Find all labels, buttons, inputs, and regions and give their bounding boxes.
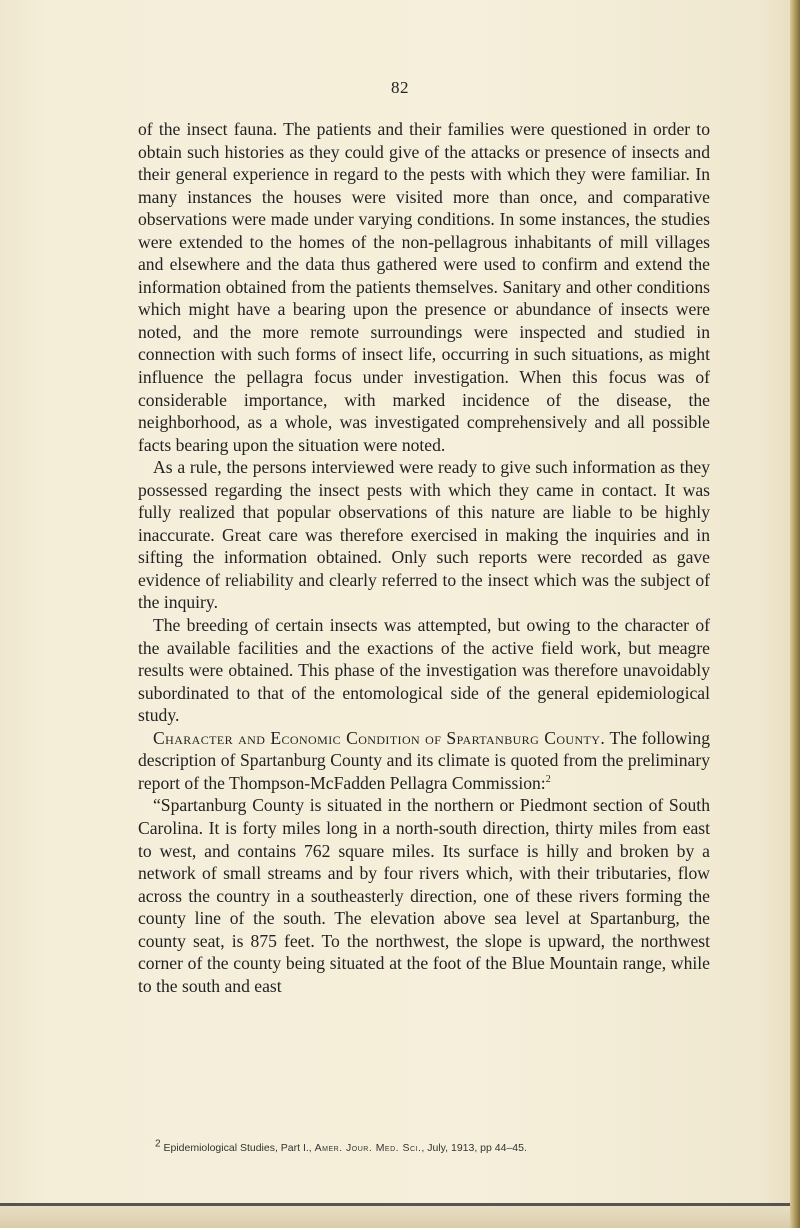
- page-number: 82: [391, 78, 409, 97]
- footnote-reference: 2: [545, 774, 551, 785]
- section-intro-text: The following description of Spartanburg County and its climate is quoted from the preliminary report of the Thompson-McFadden Pellagra Commission:: [138, 727, 710, 793]
- footnote-text-before: Epidemiological Studies, Part I.,: [163, 1142, 315, 1154]
- paragraph-continuation: of the insect fauna. The patients and their families were questioned in order to obtain such histories as they could give of the attacks or presence of insects and their general experience in regard to the pests with which they were familiar. In many instances the houses were visited more than once, and comparative observations were made under varying conditions. In some instances, the studies were extended to the homes of the non-pellagrous inhabitants of mill villages and elsewhere and the data thus gathered were used to confirm and extend the information obtained from the patients themselves. Sanitary and other conditions which might have a bearing upon the presence or abundance of insects were noted, and the more remote surroundings were inspected and studied in connection with such forms of insect life, occurring in such situations, as might influence the pellagra focus under investigation. When this focus was of considerable importance, with marked incidence of the disease, the neighborhood, as a whole, was investigated comprehensively and all possible facts bearing upon the situation were noted.: [138, 119, 710, 455]
- footnote-journal: Amer. Jour. Med. Sci.: [314, 1142, 422, 1154]
- page-edge-shadow: [790, 0, 800, 1228]
- paragraph-county-intro: [138, 727, 710, 795]
- footnote-text-after: , July, 1913, pp 44–45.: [421, 1142, 527, 1154]
- paragraph-informants: As a rule, the persons interviewed were ready to give such information as they possessed regarding the insect pests with which they came in contact. It was fully realized that popular observations of this nature are liable to be highly inaccurate. Great care was therefore exercised in making the inquiries and in sifting the information obtained. Only such reports were recorded as gave evidence of reliability and clearly referred to the insect which was the subject of the inquiry.: [138, 457, 710, 613]
- section-heading: Character and Economic Condition of Spartanburg County.: [153, 727, 606, 748]
- scan-bottom-rule: [0, 1203, 790, 1206]
- footnote: [155, 1138, 715, 1154]
- footnote-mark: 2: [155, 1138, 161, 1150]
- paragraph-quotation: “Spartanburg County is situated in the northern or Piedmont section of South Carolina. It is forty miles long in a north-south direction, thirty miles from east to west, and contains 762 square miles. Its surface is hilly and broken by a network of small streams and by four rivers which, with their tributaries, flow across the country in a southeasterly direction, one of these rivers forming the county line of the south. The elevation above sea level at Spartanburg, the county seat, is 875 feet. To the northwest, the slope is upward, the northwest corner of the county being situated at the foot of the Blue Mountain range, while to the south and east: [138, 795, 710, 996]
- body-text: [138, 118, 710, 997]
- scan-bottom-strip: [0, 1206, 790, 1228]
- paragraph-breeding: The breeding of certain insects was attempted, but owing to the character of the available facilities and the exactions of the active field work, but meagre results were obtained. This phase of the investigation was therefore unavoidably subordinated to that of the entomological side of the general epidemiological study.: [138, 615, 710, 726]
